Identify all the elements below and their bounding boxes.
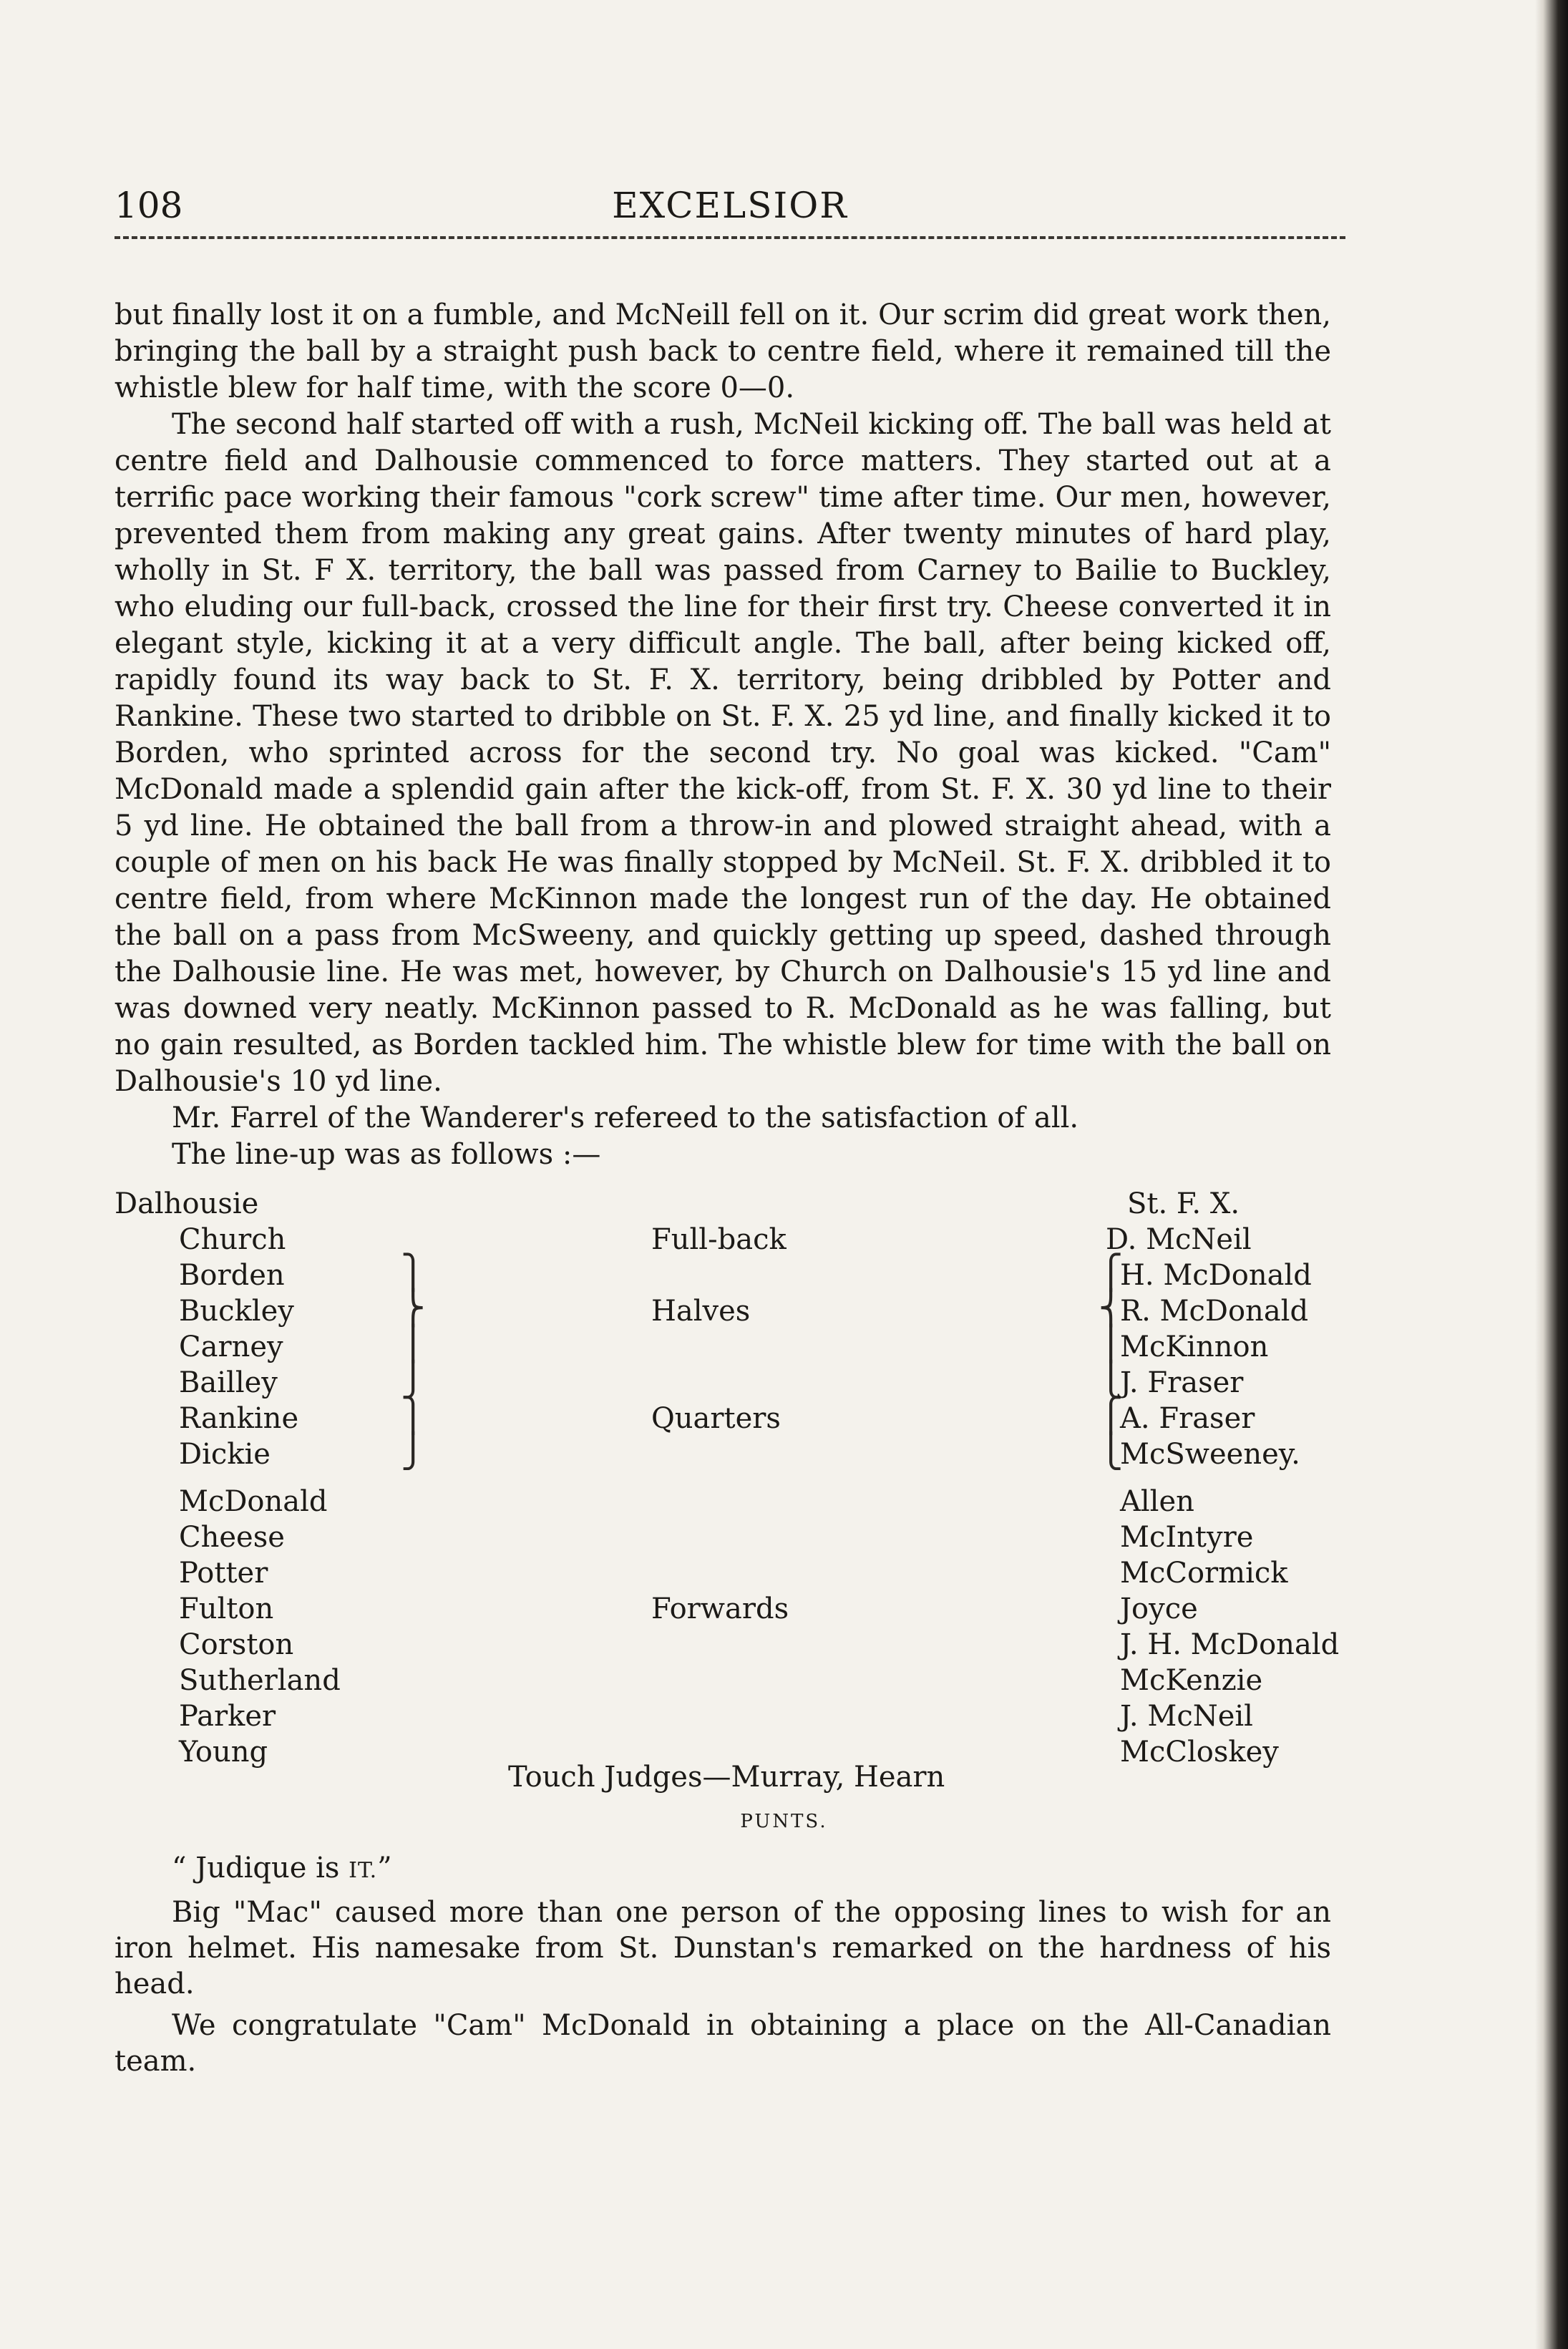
touch-judges: Touch Judges—Murray, Hearn (508, 1761, 945, 1794)
player-name: J. Fraser (1120, 1366, 1244, 1399)
player-name: Rankine (179, 1402, 299, 1435)
player-name: McCormick (1120, 1557, 1288, 1590)
player-name: Joyce (1120, 1592, 1198, 1625)
player-name: Dickie (179, 1438, 271, 1471)
brace-icon: ⎫ ⎭ (401, 1396, 426, 1470)
player-name: Young (179, 1736, 268, 1769)
left-team-name: Dalhousie (115, 1187, 259, 1220)
player-name: McKenzie (1120, 1664, 1263, 1697)
player-name: Bailley (179, 1366, 278, 1399)
player-name: Potter (179, 1557, 268, 1590)
player-name: H. McDonald (1120, 1259, 1312, 1292)
header-rule (115, 236, 1345, 239)
lineup-position-column (651, 1186, 789, 1627)
player-name: Borden (179, 1259, 285, 1292)
brace-icon: ⎧ ⎨ ⎪ ⎩ (1099, 1253, 1124, 1399)
player-name: Carney (179, 1331, 283, 1363)
page-number: 108 (115, 185, 183, 226)
brace-icon: ⎧ ⎩ (1099, 1396, 1124, 1470)
player-name: J. McNeil (1120, 1700, 1253, 1733)
player-name: J. H. McDonald (1120, 1628, 1340, 1661)
quote-text: “ Judique is (172, 1852, 349, 1884)
player-name: Corston (179, 1628, 294, 1661)
right-team-name: St. F. X. (1127, 1187, 1240, 1220)
punts-quote (115, 1850, 1331, 1889)
quote-smallcaps: IT. (349, 1858, 378, 1883)
player-name: McIntyre (1120, 1521, 1254, 1554)
quote-close: ” (377, 1852, 392, 1884)
paragraph: The second half started off with a rush, McNeil kicking off. The ball was held at centre field and Dalhousie commenced to force matters. They started out at a terrific pace working their famous "cork screw" time after time. Our men, however, prevented them from making any great gains. After twenty minutes of hard play, wholly in St. F X. territory, the ball was passed from Carney to Bailie to Buckley, who eluding our full-back, crossed the line for their first try. Cheese converted it in elegant style, kicking it at a very difficult angle. The ball, after being kicked off, rapidly found its way back to St. F. X. territory, being dribbled by Potter and Rankine. These two started to dribble on St. F. X. 25 yd line, and finally kicked it to Borden, who sprinted across for the second try. No goal was kicked. "Cam" McDonald made a splendid gain after the kick-off, from St. F. X. 30 yd line to their 5 yd line. He obtained the ball from a throw-in and plowed straight ahead, with a couple of men on his back He was finally stopped by McNeil. St. F. X. dribbled it to centre field, from where McKinnon made the longest run of the day. He obtained the ball on a pass from McSweeny, and quickly getting up speed, dashed through the Dalhousie line. He was met, however, by Church on Dalhousie's 15 yd line and was downed very neatly. McKinnon passed to R. McDonald as he was falling, but no gain resulted, as Borden tackled him. The whistle blew for time with the ball on Dalhousie's 10 yd line. (115, 408, 1331, 1098)
paragraph: Mr. Farrel of the Wanderer's refereed to the satisfaction of all. (172, 1101, 1079, 1134)
position-label: Halves (651, 1295, 751, 1328)
paragraph: The line-up was as follows :— (172, 1138, 601, 1171)
punts-section (115, 1850, 1331, 2085)
lineup-right-column (1099, 1186, 1339, 1770)
player-name: R. McDonald (1120, 1295, 1309, 1328)
section-heading-punts: PUNTS. (740, 1811, 828, 1832)
player-name: Sutherland (179, 1664, 341, 1697)
player-name: Church (179, 1223, 286, 1256)
player-name: Fulton (179, 1592, 274, 1625)
position-label: Full-back (651, 1223, 787, 1256)
brace-icon: ⎫ ⎬ ⎪ ⎭ (401, 1253, 426, 1399)
page-edge-shadow (1535, 0, 1568, 2349)
player-name: Parker (179, 1700, 276, 1733)
lineup-table (115, 1186, 1345, 1780)
player-name: A. Fraser (1120, 1402, 1255, 1435)
position-label: Quarters (651, 1402, 781, 1435)
player-name: Cheese (179, 1521, 285, 1554)
player-name: Allen (1120, 1485, 1194, 1518)
player-name: McDonald (179, 1485, 328, 1518)
player-name: McSweeney. (1120, 1438, 1300, 1471)
article-body (115, 297, 1331, 1173)
running-title: EXCELSIOR (612, 185, 848, 226)
player-name: D. McNeil (1106, 1223, 1252, 1256)
paragraph: but finally lost it on a fumble, and McNeill fell on it. Our scrim did great work then, bringing the ball by a straight push back to centre field, where it remained till the whistle blew for half time, with the score 0—0. (115, 298, 1331, 404)
paragraph: Big "Mac" caused more than one person of the opposing lines to wish for an iron helmet. His namesake from St. Dunstan's remarked on the hardness of his head. (115, 1896, 1331, 2000)
player-name: McCloskey (1120, 1736, 1279, 1769)
player-name: Buckley (179, 1295, 294, 1328)
position-label: Forwards (651, 1592, 789, 1625)
player-name: McKinnon (1120, 1331, 1269, 1363)
page-header (115, 185, 1345, 249)
paragraph: We congratulate "Cam" McDonald in obtaining a place on the All-Canadian team. (115, 2009, 1331, 2078)
lineup-left-column (115, 1186, 341, 1770)
